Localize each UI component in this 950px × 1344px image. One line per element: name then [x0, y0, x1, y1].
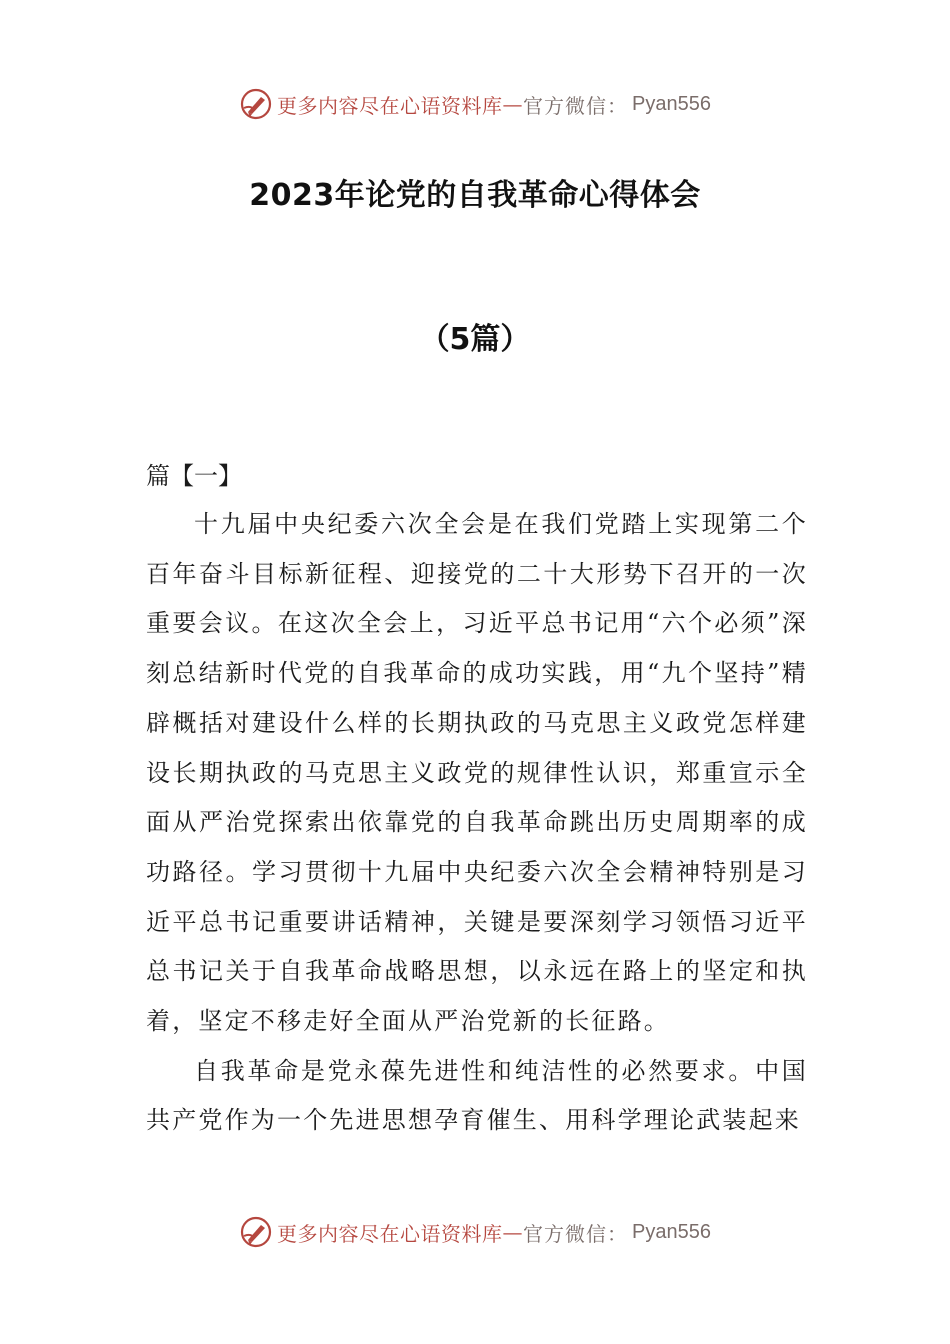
paragraph: 十九届中央纪委六次全会是在我们党踏上实现第二个百年奋斗目标新征程、迎接党的二十大形势下召开的一次重要会议。在这次全会上，习近平总书记用“六个必须”深刻总结新时代党的自我革命的成功实践，用“九个坚持”精辟概括对建设什么样的长期执政的马克思主义政党怎样建设长期执政的马克思主义政党的规律性认识，郑重宣示全面从严治党探索出依靠党的自我革命跳出历史周期率的成功路径。学习贯彻十九届中央纪委六次全会精神特别是习近平总书记重要讲话精神，关键是要深刻学习领悟习近平总书记关于自我革命战略思想，以永远在路上的坚定和执着，坚定不移走好全面从严治党新的长征路。 [146, 510, 808, 1036]
wechat-label: 官方微信： [523, 93, 629, 118]
footer-banner [0, 1212, 950, 1252]
section-heading: 篇【一】 [146, 462, 242, 490]
document-title: 2023年论党的自我革命心得体会 [249, 178, 701, 213]
wechat-id: Pyan556 [632, 1220, 711, 1243]
wechat-label: 官方微信： [523, 1221, 629, 1246]
pen-logo-icon [239, 1215, 273, 1249]
body-text [146, 500, 808, 1146]
brand-text: 更多内容尽在心语资料库 [277, 93, 503, 118]
paragraph: 自我革命是党永葆先进性和纯洁性的必然要求。中国共产党作为一个先进思想孕育催生、用科学理论武装起来 [146, 1056, 808, 1135]
pen-logo-icon [239, 87, 273, 121]
brand-separator: — [502, 92, 524, 116]
brand-text: 更多内容尽在心语资料库 [277, 1221, 503, 1246]
document-subtitle: （5篇） [419, 322, 531, 357]
brand-separator: — [502, 1220, 524, 1244]
wechat-id: Pyan556 [632, 92, 711, 115]
header-banner [0, 84, 950, 124]
